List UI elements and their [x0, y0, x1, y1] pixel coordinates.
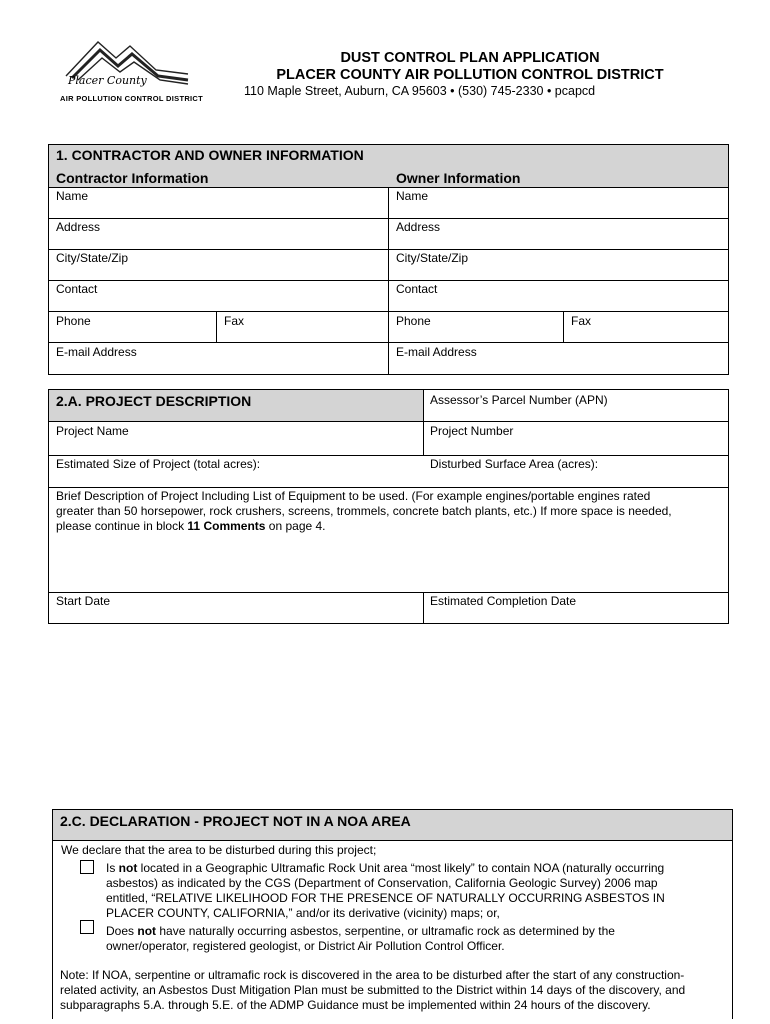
contractor-address-field[interactable]: Address	[56, 220, 101, 234]
row-line	[49, 249, 728, 250]
owner-email-field[interactable]: E-mail Address	[396, 345, 477, 359]
row-line	[49, 187, 728, 188]
row-line	[49, 487, 728, 488]
project-name-field[interactable]: Project Name	[56, 424, 129, 438]
noa-discovery-note: Note: If NOA, serpentine or ultramafic rock is discovered in the area to be disturbed after the start of any construction- related activity, an Asbestos Dust Mitigation Plan must be submitted to the District within 14 days of the discovery, and subparagraphs 5.A. through 5.E. of the ADMP Guidance must be implemented within 24 hours of the discovery.	[60, 968, 686, 1012]
section1-column-divider	[388, 187, 389, 375]
logo-subtitle: AIR POLLUTION CONTROL DISTRICT	[60, 94, 204, 103]
section-project-description	[48, 389, 729, 624]
owner-fax-field[interactable]: Fax	[571, 314, 592, 328]
project-number-field[interactable]: Project Number	[430, 424, 514, 438]
declaration-option-1: Is not located in a Geographic Ultramafic Rock Unit area “most likely” to contain NOA (naturally occurring asbestos) as indicated by the CGS (Department of Conservation, California Geologic Survey) 2006 map entitled, “RELATIVE LIKELIHOOD FOR THE PRESENCE OF NATURALLY OCCURRING ASBESTOS IN PLACER COUNTY, CALIFORNIA,” and/or its derivative (vicinity) maps; or,	[106, 861, 665, 920]
owner-heading: Owner Information	[396, 170, 521, 186]
owner-city-field[interactable]: City/State/Zip	[396, 251, 469, 265]
contractor-fax-field[interactable]: Fax	[224, 314, 245, 328]
disturbed-area-field[interactable]: Disturbed Surface Area (acres):	[430, 457, 599, 471]
comments-block-ref: 11 Comments	[187, 519, 266, 533]
brief-line: please continue in block 11 Comments on page 4.	[56, 519, 326, 533]
row-line	[49, 421, 728, 422]
row-line	[49, 280, 728, 281]
phone-fax-divider	[563, 311, 564, 342]
section2a-column-divider	[423, 390, 424, 456]
section2a-title: 2.A. PROJECT DESCRIPTION	[56, 393, 252, 409]
brief-line: Brief Description of Project Including List of Equipment to be used. (For example engines/portable engines rated	[56, 489, 651, 503]
declaration-option-2: Does not have naturally occurring asbestos, serpentine, or ultramafic rock as determined by the owner/operator, registered geologist, or District Air Pollution Control Officer.	[106, 924, 615, 953]
owner-contact-field[interactable]: Contact	[396, 282, 438, 296]
owner-phone-field[interactable]: Phone	[396, 314, 431, 328]
apn-field[interactable]: Assessor’s Parcel Number (APN)	[430, 393, 608, 407]
contractor-name-field[interactable]: Name	[56, 189, 89, 203]
row-line	[49, 342, 728, 343]
contractor-contact-field[interactable]: Contact	[56, 282, 98, 296]
row-line	[49, 455, 728, 456]
project-size-field[interactable]: Estimated Size of Project (total acres):	[56, 457, 261, 471]
phone-fax-divider	[216, 311, 217, 342]
section2c-title: 2.C. DECLARATION - PROJECT NOT IN A NOA AREA	[60, 813, 411, 829]
contractor-phone-field[interactable]: Phone	[56, 314, 91, 328]
logo-script-text: Placer County	[68, 74, 147, 87]
section2a-column-divider	[423, 593, 424, 624]
contractor-city-field[interactable]: City/State/Zip	[56, 251, 129, 265]
row-line	[49, 311, 728, 312]
row-line	[49, 592, 728, 593]
section-noa-declaration	[52, 809, 733, 1019]
district-title: PLACER COUNTY AIR POLLUTION CONTROL DISTRICT	[276, 67, 664, 83]
not-in-ultramafic-checkbox[interactable]	[80, 860, 94, 874]
project-brief-description[interactable]	[56, 489, 724, 534]
declaration-intro: We declare that the area to be disturbed during this project;	[61, 843, 377, 857]
contractor-heading: Contractor Information	[56, 170, 209, 186]
brief-line: greater than 50 horsepower, rock crushers, screens, trommels, concrete batch plants, etc.) If more space is needed,	[56, 504, 672, 518]
no-noa-checkbox[interactable]	[80, 920, 94, 934]
contractor-email-field[interactable]: E-mail Address	[56, 345, 137, 359]
form-title: DUST CONTROL PLAN APPLICATION	[340, 50, 600, 66]
owner-name-field[interactable]: Name	[396, 189, 429, 203]
section1-title: 1. CONTRACTOR AND OWNER INFORMATION	[56, 147, 364, 163]
completion-date-field[interactable]: Estimated Completion Date	[430, 594, 577, 608]
row-line	[49, 218, 728, 219]
owner-address-field[interactable]: Address	[396, 220, 441, 234]
start-date-field[interactable]: Start Date	[56, 594, 111, 608]
district-address: 110 Maple Street, Auburn, CA 95603 • (530) 745-2330 • pcapcd	[244, 84, 596, 98]
section-contractor-owner	[48, 144, 729, 375]
